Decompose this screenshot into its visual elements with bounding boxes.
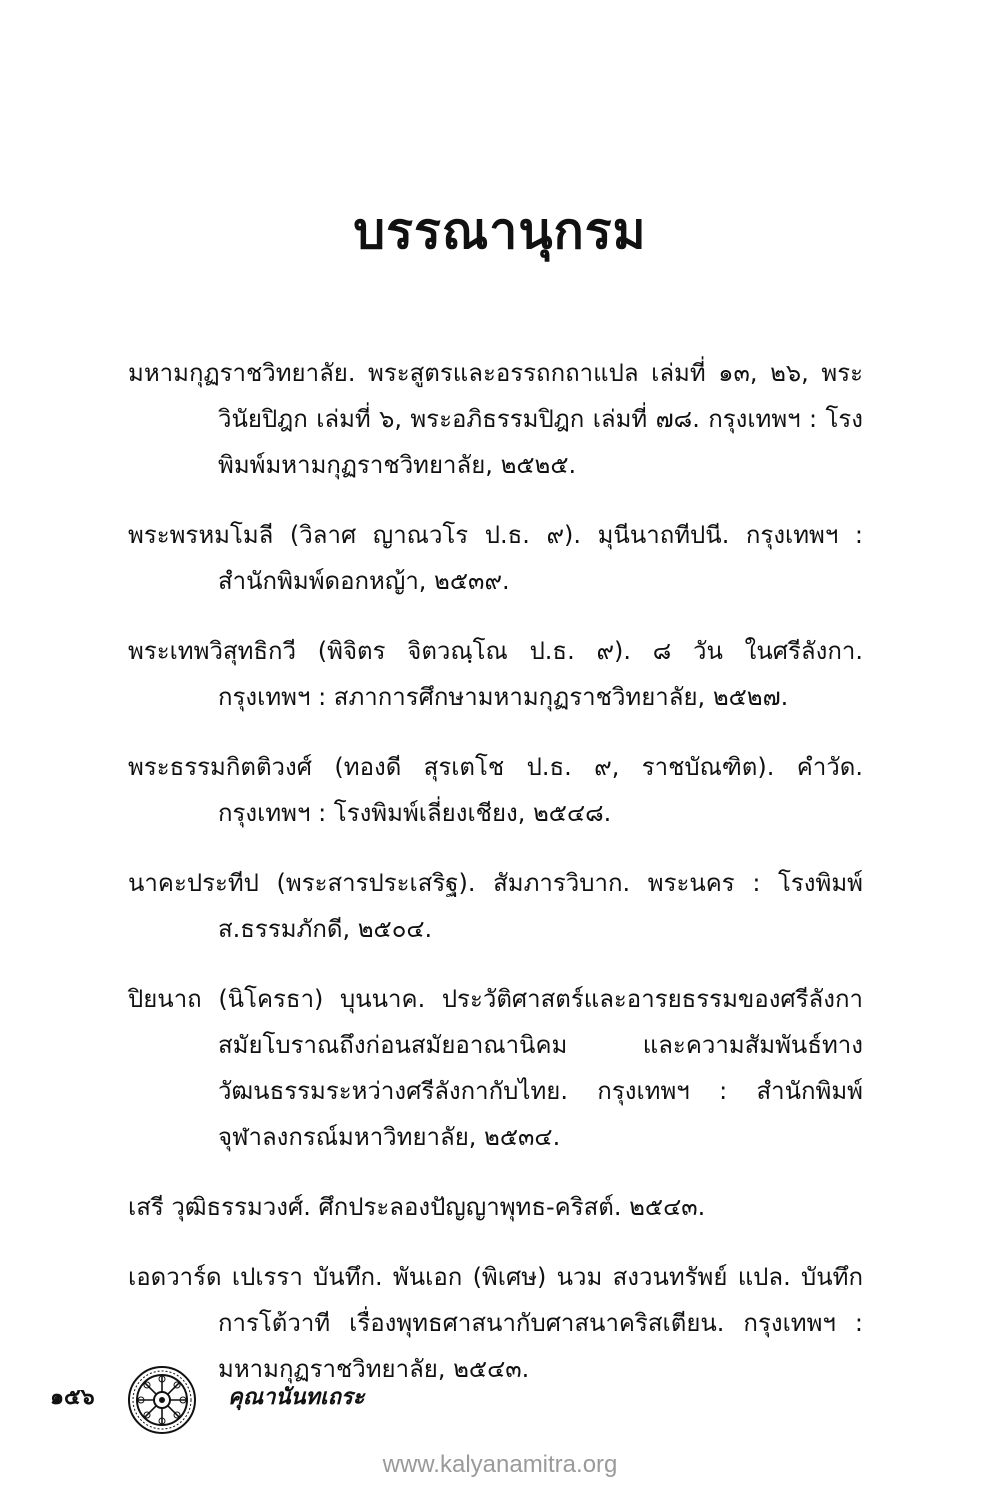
bibliography-entry: เอดวาร์ด เปเรรา บันทึก. พันเอก (พิเศษ) นวม สงวนทรัพย์ แปล. บันทึกการโต้วาที เรื่องพุทธศาสนากับศาสนาคริสเตียน. กรุงเทพฯ : มหามกุฏราชวิทยาลัย, ๒๕๔๓.	[128, 1263, 863, 1383]
page-title: บรรณานุกรม	[353, 202, 647, 260]
bibliography-entry: ปิยนาถ (นิโครธา) บุนนาค. ประวัติศาสตร์และอารยธรรมของศรีลังกา สมัยโบราณถึงก่อนสมัยอาณานิคม และความสัมพันธ์ทาง วัฒนธรรมระหว่างศรีลังกากับไทย. กรุงเทพฯ : สำนักพิมพ์ จุฬาลงกรณ์มหาวิทยาลัย, ๒๕๓๔.	[128, 985, 863, 1151]
dharma-wheel-icon	[122, 1365, 202, 1435]
bibliography-entry: พระธรรมกิตติวงศ์ (ทองดี สุรเตโช ป.ธ. ๙, ราชบัณฑิต). คำวัด. กรุงเทพฯ : โรงพิมพ์เลี่ยงเชียง, ๒๕๔๘.	[128, 753, 863, 827]
bibliography-entry: พระเทพวิสุทธิกวี (พิจิตร จิตวณฺโณ ป.ธ. ๙). ๘ วัน ในศรีลังกา. กรุงเทพฯ : สภาการศึกษามหามกุฏราชวิทยาลัย, ๒๕๒๗.	[128, 637, 863, 711]
bibliography-list	[128, 326, 863, 1407]
bibliography-entry: เสรี วุฒิธรรมวงศ์. ศึกประลองปัญญาพุทธ-คริสต์. ๒๕๔๓.	[128, 1193, 706, 1221]
page-number: ๑๕๖	[50, 1385, 95, 1410]
bibliography-entry: นาคะประทีป (พระสารประเสริฐ). สัมภารวิบาก. พระนคร : โรงพิมพ์ ส.ธรรมภักดี, ๒๕๐๔.	[128, 869, 863, 943]
book-title: คุณานันทเถระ	[228, 1385, 365, 1410]
bibliography-entry: พระพรหมโมลี (วิลาศ ญาณวโร ป.ธ. ๙). มุนีนาถทีปนี. กรุงเทพฯ : สำนักพิมพ์ดอกหญ้า, ๒๕๓๙.	[128, 521, 863, 595]
bibliography-entry: มหามกุฏราชวิทยาลัย. พระสูตรและอรรถกถาแปล เล่มที่ ๑๓, ๒๖, พระวินัยปิฎก เล่มที่ ๖, พระอภิธรรมปิฎก เล่มที่ ๗๘. กรุงเทพฯ : โรงพิมพ์มหามกุฏราชวิทยาลัย, ๒๕๒๕.	[128, 359, 863, 479]
page-footer	[0, 1365, 1000, 1435]
website-url: www.kalyanamitra.org	[382, 1451, 618, 1478]
